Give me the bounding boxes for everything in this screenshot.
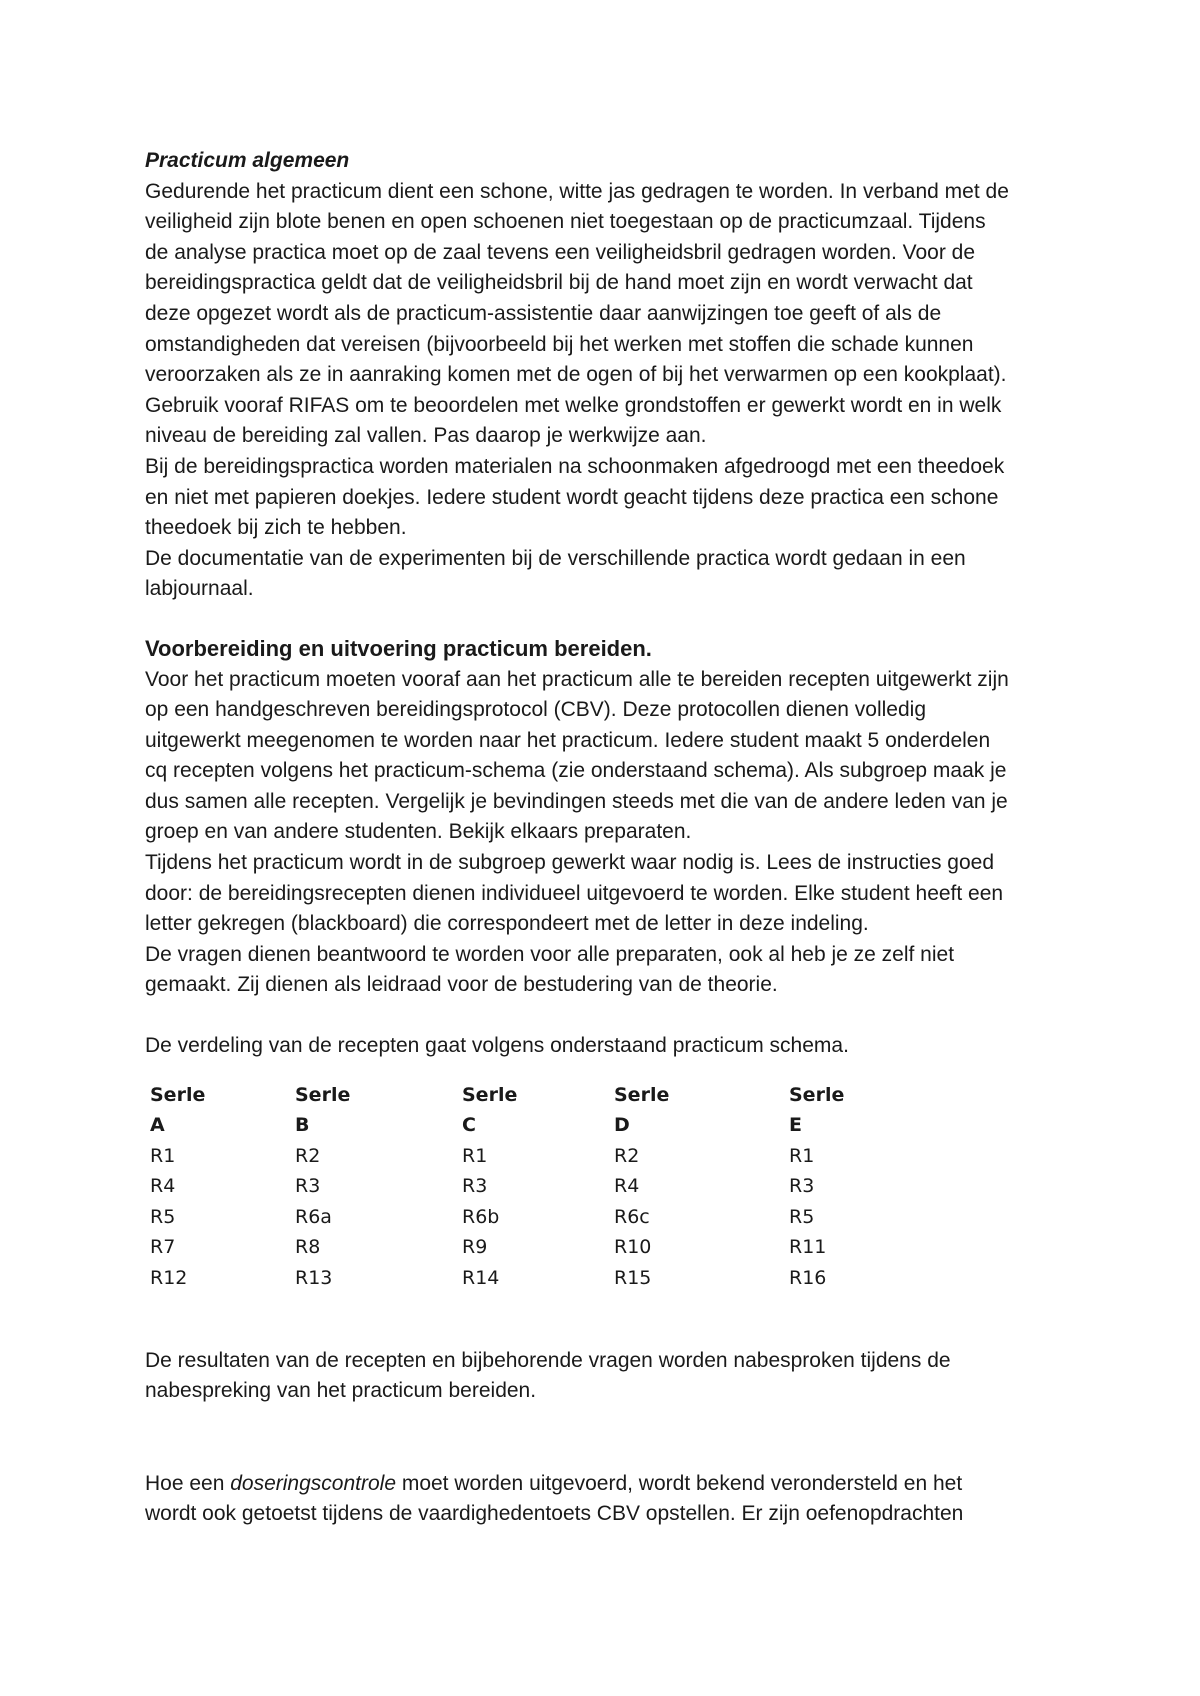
body-line	[145, 1469, 1075, 1500]
schema-cell: R12	[150, 1266, 188, 1289]
schema-column-letter: E	[789, 1114, 802, 1137]
schema-cell: R9	[462, 1236, 488, 1259]
schema-column-b	[295, 1080, 350, 1294]
body-line: Gebruik vooraf RIFAS om te beoordelen met welke grondstoffen er gewerkt wordt en in welk	[145, 393, 1002, 417]
body-line: Bij de bereidingspractica worden materialen na schoonmaken afgedroogd met een theedoek	[145, 454, 1005, 478]
schema-cell: R1	[789, 1144, 815, 1167]
section-body-voorbereiding	[145, 665, 1075, 1002]
body-line: op een handgeschreven bereidingsprotocol (CBV). Deze protocollen dienen volledig	[145, 698, 926, 722]
schema-cell: R11	[789, 1236, 827, 1259]
schema-cell: R6a	[295, 1205, 332, 1228]
body-line: De resultaten van de recepten en bijbehorende vragen worden nabesproken tijdens de	[145, 1348, 951, 1372]
schema-cell: R14	[462, 1266, 500, 1289]
body-line: De documentatie van de experimenten bij de verschillende practica wordt gedaan in een	[145, 546, 966, 570]
body-line: theedoek bij zich te hebben.	[145, 516, 407, 540]
body-line: de analyse practica moet op de zaal tevens een veiligheidsbril gedragen worden. Voor de	[145, 240, 976, 264]
schema-column-letter: B	[295, 1114, 310, 1137]
schema-column-letter: C	[462, 1114, 476, 1137]
schema-column-label: Serle	[462, 1083, 518, 1106]
schema-cell: R6c	[614, 1205, 650, 1228]
practicum-schema-table	[145, 1080, 1075, 1294]
schema-column-a	[150, 1080, 205, 1294]
schema-column-e	[789, 1080, 844, 1294]
schema-cell: R1	[150, 1144, 176, 1167]
schema-column-label: Serle	[295, 1083, 351, 1106]
schema-cell: R10	[614, 1236, 652, 1259]
dosering-prefix: Hoe een	[145, 1471, 231, 1495]
schema-cell: R4	[614, 1175, 640, 1198]
schema-cell: R2	[614, 1144, 640, 1167]
schema-column-c	[462, 1080, 517, 1294]
schema-cell: R15	[614, 1266, 652, 1289]
schema-intro: De verdeling van de recepten gaat volgens onderstaand practicum schema.	[145, 1034, 849, 1058]
schema-column-letter: D	[614, 1114, 630, 1137]
schema-cell: R1	[462, 1144, 488, 1167]
schema-cell: R13	[295, 1266, 333, 1289]
body-line: door: de bereidingsrecepten dienen individueel uitgevoerd te worden. Elke student heeft een	[145, 881, 1004, 905]
body-line: deze opgezet wordt als de practicum-assistentie daar aanwijzingen toe geeft of als de	[145, 301, 942, 325]
schema-cell: R6b	[462, 1205, 500, 1228]
dosering-suffix: moet worden uitgevoerd, wordt bekend verondersteld en het	[396, 1471, 963, 1495]
body-line: De vragen dienen beantwoord te worden voor alle preparaten, ook al heb je ze zelf niet	[145, 942, 955, 966]
dosering-paragraph	[145, 1469, 1075, 1530]
schema-cell: R4	[150, 1175, 176, 1198]
section-title-voorbereiding: Voorbereiding en uitvoering practicum bereiden.	[145, 635, 652, 661]
body-line: Voor het practicum moeten vooraf aan het practicum alle te bereiden recepten uitgewerkt zijn	[145, 667, 1009, 691]
schema-cell: R3	[789, 1175, 815, 1198]
body-line: omstandigheden dat vereisen (bijvoorbeeld bij het werken met stoffen die schade kunnen	[145, 332, 974, 356]
body-line: groep en van andere studenten. Bekijk elkaars preparaten.	[145, 820, 692, 844]
body-line: nabespreking van het practicum bereiden.	[145, 1379, 537, 1403]
schema-cell: R2	[295, 1144, 321, 1167]
body-line: cq recepten volgens het practicum-schema (zie onderstaand schema). Als subgroep maak je	[145, 759, 1007, 783]
body-line: veiligheid zijn blote benen en open schoenen niet toegestaan op de practicumzaal. Tijdens	[145, 210, 986, 234]
section-body-practicum-algemeen	[145, 177, 1075, 605]
schema-column-d	[614, 1080, 669, 1294]
schema-column-letter: A	[150, 1114, 165, 1137]
body-line: dus samen alle recepten. Vergelijk je bevindingen steeds met die van de andere leden van je	[145, 789, 1008, 813]
document-page	[145, 146, 1075, 1530]
body-line: Tijdens het practicum wordt in de subgroep gewerkt waar nodig is. Lees de instructies goed	[145, 851, 995, 875]
schema-cell: R3	[462, 1175, 488, 1198]
schema-cell: R16	[789, 1266, 827, 1289]
schema-cell: R5	[789, 1205, 815, 1228]
body-line: Gedurende het practicum dient een schone, witte jas gedragen te worden. In verband met de	[145, 179, 1009, 203]
body-line: uitgewerkt meegenomen te worden naar het practicum. Iedere student maakt 5 onderdelen	[145, 728, 991, 752]
body-line: veroorzaken als ze in aanraking komen met de ogen of bij het verwarmen op een kookplaat).	[145, 363, 1007, 387]
body-line: en niet met papieren doekjes. Iedere student wordt geacht tijdens deze practica een schone	[145, 485, 999, 509]
schema-cell: R7	[150, 1236, 176, 1259]
body-line: niveau de bereiding zal vallen. Pas daarop je werkwijze aan.	[145, 424, 707, 448]
schema-column-label: Serle	[150, 1083, 206, 1106]
body-line: wordt ook getoetst tijdens de vaardighedentoets CBV opstellen. Er zijn oefenopdrachten	[145, 1502, 964, 1526]
body-line: gemaakt. Zij dienen als leidraad voor de bestudering van de theorie.	[145, 973, 778, 997]
schema-column-label: Serle	[614, 1083, 670, 1106]
schema-column-label: Serle	[789, 1083, 845, 1106]
body-line: labjournaal.	[145, 577, 254, 601]
section-title-practicum-algemeen: Practicum algemeen	[145, 149, 350, 172]
body-line: letter gekregen (blackboard) die correspondeert met de letter in deze indeling.	[145, 912, 869, 936]
schema-cell: R8	[295, 1236, 321, 1259]
body-line: bereidingspractica geldt dat de veiligheidsbril bij de hand moet zijn en wordt verwacht dat	[145, 271, 973, 295]
results-paragraph	[145, 1346, 1075, 1407]
schema-cell: R5	[150, 1205, 176, 1228]
dosering-term: doseringscontrole	[230, 1471, 396, 1495]
schema-cell: R3	[295, 1175, 321, 1198]
